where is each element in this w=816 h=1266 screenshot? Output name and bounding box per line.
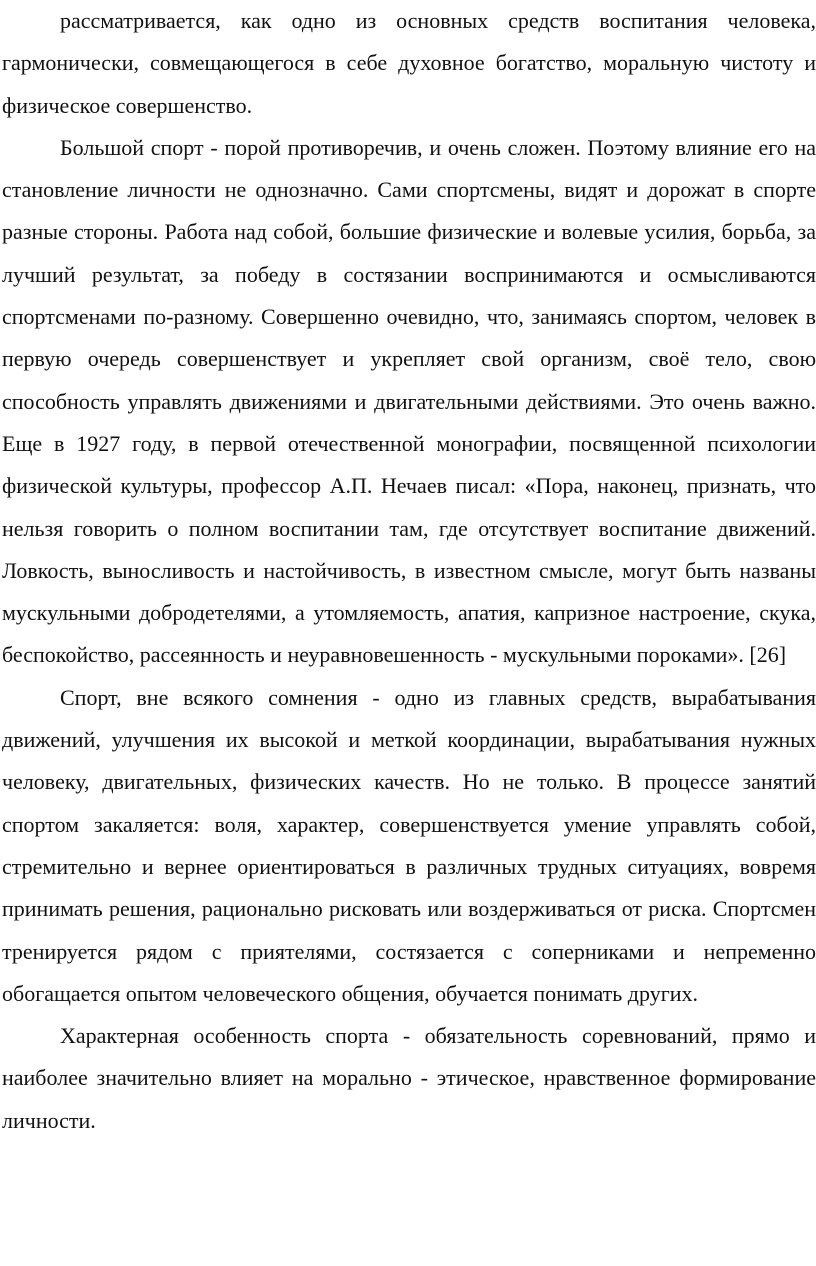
paragraph-3: Спорт, вне всякого сомнения - одно из главных средств, вырабатывания движений, улучшения их высокой и меткой координации, вырабатывания нужных человеку, двигательных, физических качеств. Но не только. В процессе занятий спортом закаляется: воля, характер, совершенствуется умение управлять собой, стремительно и вернее ориентироваться в различных трудных ситуациях, вовремя принимать решения, рационально рисковать или воздерживаться от риска. Спортсмен тренируется рядом с приятелями, состязается с соперниками и непременно обогащается опытом человеческого общения, обучается понимать других. (2, 684, 816, 1006)
paragraph-2: Большой спорт - порой противоречив, и очень сложен. Поэтому влияние его на становление личности не однозначно. Сами спортсмены, видят и дорожат в спорте разные стороны. Работа над собой, большие физические и волевые усилия, борьба, за лучший результат, за победу в состязании воспринимаются и осмысливаются спортсменами по-разному. Совершенно очевидно, что, занимаясь спортом, человек в первую очередь совершенствует и укрепляет свой организм, своё тело, свою способность управлять движениями и двигательными действиями. Это очень важно. Еще в 1927 году, в первой отечественной монографии, посвященной психологии физической культуры, профессор А.П. Нечаев писал: «Пора, наконец, признать, что нельзя говорить о полном воспитании там, где отсутствует воспитание движений. Ловкость, выносливость и настойчивость, в известном смысле, могут быть названы мускульными добродетелями, а утомляемость, апатия, капризное настроение, скука, беспокойство, рассеянность и неуравновешенность - мускульными пороками». [26] (2, 134, 816, 668)
paragraph-4: Характерная особенность спорта - обязательность соревнований, прямо и наиболее значительно влияет на морально - этическое, нравственное формирование личности. (2, 1023, 816, 1133)
paragraph-1: рассматривается, как одно из основных средств воспитания человека, гармонически, совмещающегося в себе духовное богатство, моральную чистоту и физическое совершенство. (2, 8, 816, 118)
document-body (2, 0, 816, 1142)
